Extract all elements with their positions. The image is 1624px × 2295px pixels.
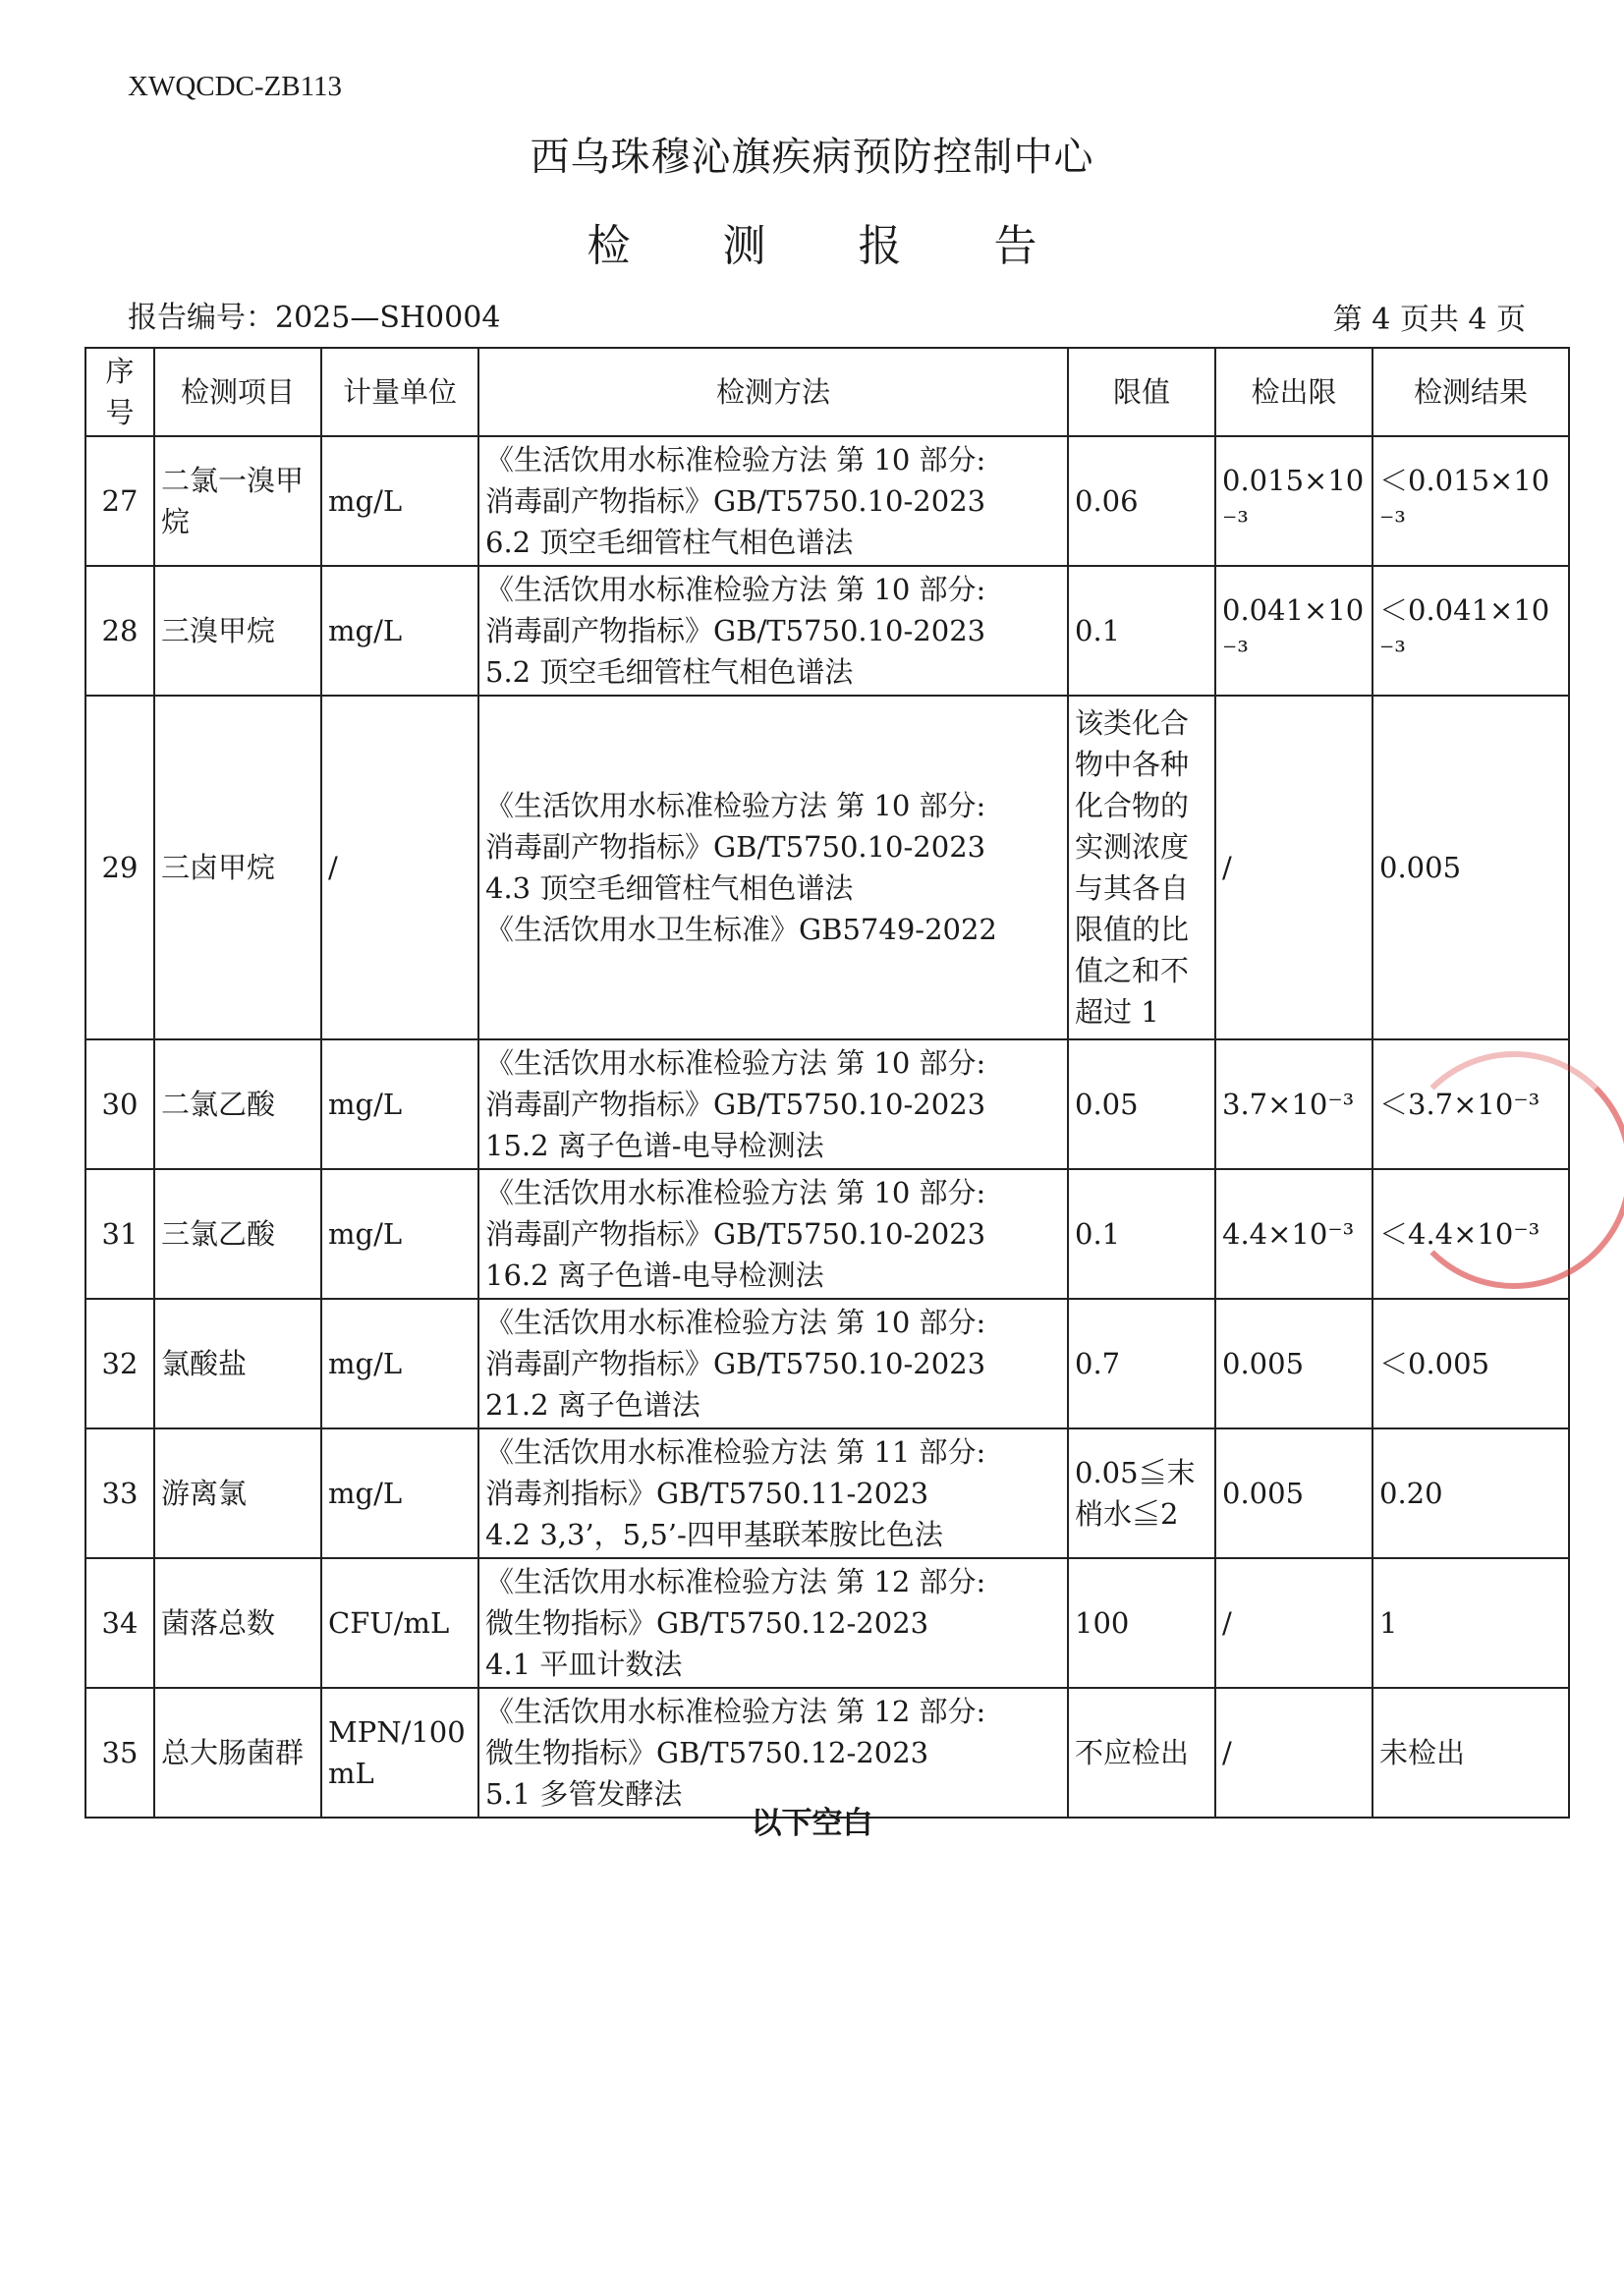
method-line: 消毒副产物指标》GB/T5750.10-2023: [485, 830, 986, 864]
column-header: 检测结果: [1372, 348, 1569, 436]
detection-limit: 3.7×10⁻³: [1215, 1039, 1372, 1169]
page-number: 第 4 页共 4 页: [1332, 303, 1526, 337]
method-line: 《生活饮用水卫生标准》GB5749-2022: [485, 913, 997, 946]
report-number: 报告编号：2025—SH0004: [128, 301, 501, 335]
method-line: 5.2 顶空毛细管柱气相色谱法: [485, 655, 854, 689]
test-method: [478, 696, 1068, 1039]
method-line: 消毒副产物指标》GB/T5750.10-2023: [485, 1347, 986, 1380]
test-method: [478, 1039, 1068, 1169]
table-row: [85, 1299, 1569, 1428]
column-header: 检测方法: [478, 348, 1068, 436]
results-table: [84, 347, 1570, 1819]
unit: mg/L: [321, 1428, 478, 1558]
table-header-row: [85, 348, 1569, 436]
detection-limit: 4.4×10⁻³: [1215, 1169, 1372, 1299]
test-result: ＜0.041×10⁻³: [1372, 566, 1569, 696]
unit: mg/L: [321, 566, 478, 696]
row-number: 28: [85, 566, 154, 696]
method-line: 消毒副产物指标》GB/T5750.10-2023: [485, 614, 986, 647]
detection-limit: 0.015×10⁻³: [1215, 436, 1372, 566]
row-number: 29: [85, 696, 154, 1039]
test-item: 氯酸盐: [154, 1299, 321, 1428]
table-row: [85, 1039, 1569, 1169]
test-item: 二氯乙酸: [154, 1039, 321, 1169]
table-row: [85, 1558, 1569, 1688]
method-line: 4.2 3,3’，5,5’-四甲基联苯胺比色法: [485, 1518, 943, 1551]
row-number: 35: [85, 1688, 154, 1818]
test-result: 0.005: [1372, 696, 1569, 1039]
limit-value: 0.06: [1068, 436, 1215, 566]
method-line: 消毒副产物指标》GB/T5750.10-2023: [485, 1088, 986, 1121]
detection-limit: 0.005: [1215, 1428, 1372, 1558]
method-line: 6.2 顶空毛细管柱气相色谱法: [485, 526, 854, 559]
method-line: 《生活饮用水标准检验方法 第 10 部分:: [485, 573, 986, 606]
row-number: 31: [85, 1169, 154, 1299]
table-row: [85, 1169, 1569, 1299]
unit: /: [321, 696, 478, 1039]
method-line: 《生活饮用水标准检验方法 第 12 部分:: [485, 1565, 986, 1598]
detection-limit: 0.041×10⁻³: [1215, 566, 1372, 696]
method-line: 4.1 平皿计数法: [485, 1648, 683, 1681]
row-number: 30: [85, 1039, 154, 1169]
row-number: 27: [85, 436, 154, 566]
method-line: 《生活饮用水标准检验方法 第 10 部分:: [485, 1306, 986, 1339]
test-result: 0.20: [1372, 1428, 1569, 1558]
test-result: ＜3.7×10⁻³: [1372, 1039, 1569, 1169]
document-code: XWQCDC-ZB113: [128, 71, 343, 102]
test-result: ＜0.005: [1372, 1299, 1569, 1428]
organization-name: 西乌珠穆沁旗疾病预防控制中心: [530, 135, 1094, 180]
method-line: 《生活饮用水标准检验方法 第 10 部分:: [485, 1176, 986, 1209]
test-item: 总大肠菌群: [154, 1688, 321, 1818]
method-line: 《生活饮用水标准检验方法 第 10 部分:: [485, 1046, 986, 1080]
unit: mg/L: [321, 436, 478, 566]
test-item: 游离氯: [154, 1428, 321, 1558]
method-line: 《生活饮用水标准检验方法 第 12 部分:: [485, 1695, 986, 1728]
limit-value: 0.05: [1068, 1039, 1215, 1169]
unit: MPN/100mL: [321, 1688, 478, 1818]
test-item: 三溴甲烷: [154, 566, 321, 696]
unit: mg/L: [321, 1299, 478, 1428]
test-item: 三氯乙酸: [154, 1169, 321, 1299]
table-row: [85, 566, 1569, 696]
column-header: 检测项目: [154, 348, 321, 436]
limit-value: 0.7: [1068, 1299, 1215, 1428]
table-row: [85, 1428, 1569, 1558]
test-method: [478, 436, 1068, 566]
row-number: 34: [85, 1558, 154, 1688]
method-line: 微生物指标》GB/T5750.12-2023: [485, 1606, 929, 1640]
method-line: 《生活饮用水标准检验方法 第 11 部分:: [485, 1435, 986, 1469]
detection-limit: /: [1215, 696, 1372, 1039]
test-result: 未检出: [1372, 1688, 1569, 1818]
table-body: [85, 436, 1569, 1818]
limit-value: 该类化合物中各种化合物的实测浓度与其各自限值的比值之和不超过 1: [1068, 696, 1215, 1039]
method-line: 15.2 离子色谱-电导检测法: [485, 1129, 824, 1162]
method-line: 21.2 离子色谱法: [485, 1388, 700, 1422]
limit-value: 0.1: [1068, 566, 1215, 696]
method-line: 《生活饮用水标准检验方法 第 10 部分:: [485, 789, 986, 822]
method-line: 微生物指标》GB/T5750.12-2023: [485, 1736, 929, 1769]
method-line: 5.1 多管发酵法: [485, 1777, 683, 1811]
detection-limit: 0.005: [1215, 1299, 1372, 1428]
test-method: [478, 566, 1068, 696]
method-line: 16.2 离子色谱-电导检测法: [485, 1259, 824, 1292]
limit-value: 0.1: [1068, 1169, 1215, 1299]
test-item: 二氯一溴甲烷: [154, 436, 321, 566]
row-number: 32: [85, 1299, 154, 1428]
test-result: ＜4.4×10⁻³: [1372, 1169, 1569, 1299]
test-result: 1: [1372, 1558, 1569, 1688]
column-header: 检出限: [1215, 348, 1372, 436]
limit-value: 100: [1068, 1558, 1215, 1688]
test-method: [478, 1299, 1068, 1428]
method-line: 消毒副产物指标》GB/T5750.10-2023: [485, 1217, 986, 1251]
row-number: 33: [85, 1428, 154, 1558]
table-row: [85, 696, 1569, 1039]
column-header: 限值: [1068, 348, 1215, 436]
blank-below-note: 以下空白: [751, 1806, 873, 1841]
test-item: 菌落总数: [154, 1558, 321, 1688]
test-method: [478, 1428, 1068, 1558]
limit-value: 不应检出: [1068, 1688, 1215, 1818]
method-line: 消毒剂指标》GB/T5750.11-2023: [485, 1477, 929, 1510]
test-result: ＜0.015×10⁻³: [1372, 436, 1569, 566]
official-seal: [1395, 1051, 1624, 1289]
test-method: [478, 1169, 1068, 1299]
detection-limit: /: [1215, 1688, 1372, 1818]
unit: CFU/mL: [321, 1558, 478, 1688]
method-line: 《生活饮用水标准检验方法 第 10 部分:: [485, 443, 986, 476]
method-line: 4.3 顶空毛细管柱气相色谱法: [485, 871, 854, 905]
unit: mg/L: [321, 1169, 478, 1299]
limit-value: 0.05≦末梢水≦2: [1068, 1428, 1215, 1558]
unit: mg/L: [321, 1039, 478, 1169]
report-title: 检 测 报 告: [587, 221, 1077, 271]
column-header: 计量单位: [321, 348, 478, 436]
method-line: 消毒副产物指标》GB/T5750.10-2023: [485, 484, 986, 518]
test-item: 三卤甲烷: [154, 696, 321, 1039]
column-header: 序号: [85, 348, 154, 436]
table-row: [85, 436, 1569, 566]
test-method: [478, 1558, 1068, 1688]
detection-limit: /: [1215, 1558, 1372, 1688]
